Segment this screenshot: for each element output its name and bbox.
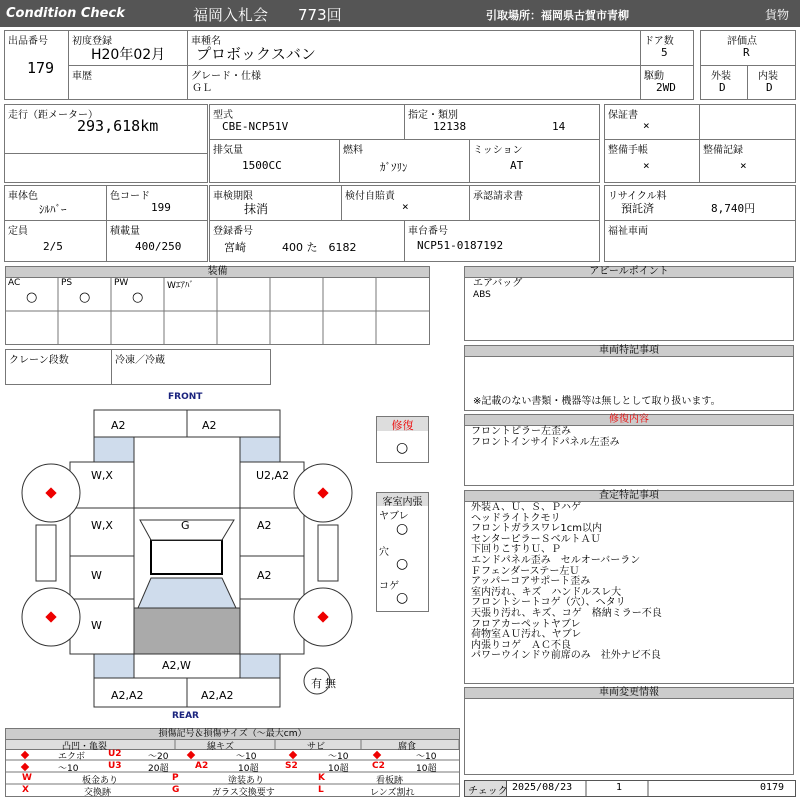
warranty-cell (604, 104, 700, 140)
history-label: 車歴 (72, 71, 92, 82)
cabin-koge-mark: ○ (396, 590, 409, 606)
diagram-front-right-bumper: A2 (202, 419, 217, 432)
first-reg-label: 初度登録 (72, 36, 112, 47)
equip-ac-mark: ○ (26, 290, 38, 305)
color-code-value: 199 (151, 201, 171, 214)
legend-group-dent: 凸凹・亀裂 (62, 742, 108, 752)
legend-g-code: G (172, 785, 180, 795)
appeal-line-1: エアバッグ (473, 278, 523, 289)
header-title: Condition Check (6, 6, 125, 21)
spec-cell (404, 104, 600, 140)
cabin-ana-mark: ○ (396, 556, 409, 572)
trans-value: AT (510, 159, 524, 172)
legend-x-text: 交換跡 (84, 788, 112, 798)
diagram-rl-door: W (91, 569, 102, 582)
color-value: ｼﾙﾊﾞｰ (39, 203, 67, 216)
rear-label: REAR (172, 711, 199, 721)
record-value: × (740, 159, 747, 172)
grade-cell (187, 65, 641, 100)
check-row (464, 780, 796, 797)
special-header: 車両特記事項 (464, 345, 794, 357)
equip-pw-label: PW (114, 278, 129, 288)
capacity-cell (4, 220, 107, 262)
load-label: 積載量 (110, 226, 140, 237)
inspection-note-line: フロアカーペットヤブレ (471, 618, 581, 630)
fuel-label: 燃料 (343, 145, 363, 156)
legend-corrosion-c2-size: 10超 (416, 764, 437, 774)
ext-cell (700, 65, 748, 100)
inspection-note-line: Ｆフェンダーステー左Ｕ (471, 565, 580, 577)
grade-value: ＧＬ (192, 83, 212, 94)
inspection-value: 抹消 (244, 202, 269, 216)
recycle-cell (604, 185, 796, 221)
diagram-rear-right: A2,A2 (201, 689, 234, 702)
drive-cell (640, 65, 694, 100)
drive-value: 2WD (656, 81, 676, 94)
legend-x-code: X (22, 785, 29, 795)
special-note: ※記載のない書類・機器等は無しとして取り扱います。 (473, 396, 721, 407)
appeal-line-2: ABS (473, 290, 491, 300)
diagram-fl-fender: W,X (91, 469, 113, 482)
ext-value: D (719, 81, 726, 94)
cabin-ana-label: 穴 (379, 547, 389, 558)
warranty-label: 保証書 (608, 110, 638, 121)
change-info-header: 車両変更情報 (464, 687, 794, 699)
int-label: 内装 (758, 71, 778, 82)
pickup-location: 引取場所：福岡県古賀市青柳 (486, 9, 629, 22)
auto-insp-value: × (402, 200, 409, 213)
lot-label: 出品番号 (8, 36, 48, 47)
repair-line-1: フロントピラー左歪み (471, 426, 571, 437)
plate-area: 宮崎 (224, 241, 246, 254)
legend-dent-u2-size: 〜20 (148, 752, 169, 762)
plate-label: 登録番号 (213, 226, 253, 237)
fuel-cell (339, 139, 470, 183)
change-info-body (464, 698, 794, 775)
inspection-note-line: 下回りこすりＵ、Ｐ (471, 544, 561, 556)
record-cell (699, 139, 796, 183)
mileage-note-cell (4, 153, 208, 183)
legend-p-code: P (172, 773, 179, 783)
spec-value-1: 12138 (433, 120, 467, 133)
cabin-yabure-label: ヤブレ (379, 511, 409, 522)
warranty-value: × (643, 119, 650, 132)
history-cell (68, 65, 188, 100)
legend-header: 損傷記号＆損傷サイズ（〜最大cm） (5, 728, 460, 740)
legend-dent-u3-size: 20超 (148, 764, 169, 774)
recycle-fee: 8,740円 (711, 202, 756, 215)
inspection-notes-header: 査定特記事項 (464, 490, 794, 502)
legend-g-text: ガラス交換要す (212, 788, 275, 798)
legend-rust-text: 〜10 (328, 752, 349, 762)
crane-cell (5, 349, 112, 385)
doors-value: 5 (661, 46, 668, 59)
diagram-fl-door: W,X (91, 519, 113, 532)
lot-number: 179 (27, 59, 55, 77)
chassis-label: 車台番号 (408, 226, 448, 237)
spec-value-2: 14 (552, 120, 566, 133)
diagram-rear-top: A2,W (162, 659, 191, 672)
legend-rust-s2-size: 10超 (328, 764, 349, 774)
freezer-label: 冷凍／冷蔵 (115, 355, 165, 366)
legend-scratch-a2-size: 10超 (238, 764, 259, 774)
legend-dent-a-text: エクボ (58, 752, 86, 762)
record-label: 整備記録 (703, 145, 743, 156)
equip-ps-label: PS (61, 278, 73, 288)
equip-pw-mark: ○ (132, 290, 144, 305)
rating-cell (700, 30, 796, 66)
color-label: 車体色 (8, 191, 38, 202)
legend-group-scratch: 線キズ (207, 742, 234, 752)
first-reg-cell (68, 30, 188, 66)
capacity-value: 2/5 (43, 240, 63, 253)
check-id: 0179 (760, 782, 785, 793)
chassis-value: NCP51-0187192 (417, 239, 504, 252)
load-cell (106, 220, 208, 262)
legend-rust-s2: S2 (285, 761, 298, 771)
mileage-label: 走行（距メーター） (8, 110, 98, 121)
mileage-value: 293,618km (77, 117, 159, 135)
auto-insp-label: 検付自賠責 (345, 191, 395, 202)
cabin-yabure-mark: ○ (396, 521, 409, 537)
spec-label: 指定・類別 (408, 110, 458, 121)
diagram-rl-quarter: W (91, 619, 102, 632)
check-num: 1 (616, 782, 623, 793)
legend-p-text: 塗装あり (228, 776, 265, 786)
diagram-rear-left: A2,A2 (111, 689, 144, 702)
repair-box-mark: ○ (396, 440, 409, 456)
car-name: プロボックスバン (196, 45, 316, 63)
inspection-notes-body (464, 501, 794, 684)
legend-w-text: 板金あり (82, 776, 119, 786)
inspection-note-line: パワーウインドウ前席のみ 社外ナビ不良 (471, 650, 661, 662)
inspection-note-line: アッパーコアサポート歪み (471, 576, 591, 588)
approval-label: 承認請求書 (473, 191, 523, 202)
welfare-label: 福祉車両 (608, 226, 648, 237)
repair-line-2: フロントインサイドパネル左歪み (471, 437, 620, 448)
displacement-label: 排気量 (213, 145, 243, 156)
model-cell (209, 104, 405, 140)
diagram-fr-door: A2 (257, 519, 272, 532)
legend-dent-u3: U3 (108, 761, 122, 771)
rating-value: R (743, 46, 750, 59)
legend-dent-u2: U2 (108, 749, 122, 759)
model-label: 型式 (213, 110, 233, 121)
repair-body (464, 425, 794, 486)
int-value: D (766, 81, 773, 94)
trans-cell (469, 139, 600, 183)
check-label: チェック (468, 786, 508, 797)
color-code-cell (106, 185, 208, 221)
cabin-box (376, 492, 429, 612)
diagram-rr-door: A2 (257, 569, 272, 582)
doors-cell (640, 30, 694, 66)
inspection-note-line: センターピラーＳベルトＡＵ (471, 533, 601, 545)
freezer-cell (111, 349, 271, 385)
trans-label: ミッション (473, 145, 523, 156)
name-cell (187, 30, 641, 66)
legend-dent-10: 〜10 (58, 764, 79, 774)
repair-header: 修復内容 (464, 414, 794, 426)
manual-label: 整備手帳 (608, 145, 648, 156)
plate-cell (209, 220, 405, 262)
name-label: 車種名 (191, 36, 221, 47)
approval-cell (469, 185, 600, 221)
mileage-cell (4, 104, 208, 154)
diagram-roof: G (181, 519, 190, 532)
inspection-note-line: ヘッドライトクモリ (471, 512, 561, 524)
inspection-note-line: フロントガラスワレ1cm以内 (471, 523, 603, 535)
recycle-label: リサイクル料 (608, 191, 667, 202)
welfare-cell (604, 220, 796, 262)
front-label: FRONT (168, 392, 203, 402)
chassis-cell (404, 220, 600, 262)
diagram-yu: 有 (311, 677, 322, 690)
inspection-label: 車検期限 (213, 191, 253, 202)
load-value: 400/250 (135, 240, 182, 253)
capacity-label: 定員 (8, 226, 28, 237)
legend-corrosion-c2: C2 (372, 761, 385, 771)
inspection-note-line: 内張りコゲ ＡＣ不良 (471, 639, 571, 651)
recycle-status: 預託済 (621, 202, 654, 215)
legend-l-code: L (318, 785, 324, 795)
auction-name: 福岡入札会 (193, 6, 269, 24)
equipment-header: 装備 (5, 266, 430, 278)
plate-number: 400 た 6182 (282, 241, 357, 254)
legend-w-code: W (22, 773, 32, 783)
inspection-note-line: 天張り汚れ、キズ、コゲ 格納ミラー不良 (471, 608, 662, 619)
repair-box-title: 修復 (377, 417, 428, 431)
legend-group-corrosion: 腐食 (398, 742, 417, 752)
legend-k-text: 看板跡 (376, 776, 404, 786)
warranty-blank-cell (699, 104, 796, 140)
diagram-front-left-bumper: A2 (111, 419, 126, 432)
inspection-note-line: 荷物室ＡＵ汚れ、ヤブレ (471, 629, 582, 641)
check-date: 2025/08/23 (512, 782, 573, 793)
equip-ps-mark: ○ (79, 290, 91, 305)
diagram-mu: 無 (325, 677, 336, 690)
legend-scratch-a2: A2 (195, 761, 209, 771)
rating-label: 評価点 (727, 36, 757, 47)
inspection-note-line: 外装Ａ、Ｕ、Ｓ、Ｐハゲ (471, 502, 581, 513)
color-code-label: 色コード (110, 191, 150, 202)
lot-cell (4, 30, 69, 100)
repair-box (376, 416, 429, 463)
special-body (464, 356, 794, 411)
int-cell (747, 65, 796, 100)
legend-scratch-text: 〜10 (236, 752, 257, 762)
model-value: CBE-NCP51V (222, 120, 289, 133)
appeal-body (464, 277, 794, 341)
auto-insp-cell (341, 185, 470, 221)
doors-label: ドア数 (644, 36, 674, 47)
legend-corrosion-text: 〜10 (416, 752, 437, 762)
cabin-koge-label: コゲ (379, 581, 399, 592)
displacement-value: 1500CC (242, 159, 282, 172)
auction-session: 773回 (298, 6, 342, 24)
equip-ac-label: AC (8, 278, 21, 288)
displacement-cell (209, 139, 340, 183)
legend-l-text: レンズ割れ (370, 788, 415, 798)
appeal-header: アピールポイント (464, 266, 794, 278)
legend-k-code: K (318, 773, 325, 783)
color-cell (4, 185, 107, 221)
fuel-value: ｶﾞｿﾘﾝ (380, 161, 408, 174)
ext-label: 外装 (711, 71, 731, 82)
crane-label: クレーン段数 (9, 355, 69, 366)
inspection-note-line: フロントシートコゲ（穴）、ヘタリ (471, 597, 626, 609)
drive-label: 駆動 (644, 71, 664, 82)
manual-value: × (643, 159, 650, 172)
diagram-fr-fender: U2,A2 (256, 469, 290, 482)
manual-cell (604, 139, 700, 183)
equip-wairbag-label: Wｴｱﾊﾞ (167, 281, 194, 291)
cabin-box-title: 客室内張 (377, 493, 428, 506)
vehicle-category: 貨物 (765, 8, 790, 22)
grade-label: グレード・仕様 (191, 71, 261, 82)
first-reg-value: H20年02月 (91, 47, 166, 63)
inspection-cell (209, 185, 342, 221)
inspection-note-line: エンドパネル歪み セルオーバーラン (471, 555, 641, 566)
legend-group-rust: サビ (307, 742, 326, 752)
inspection-note-line: 室内汚れ、キズ ハンドルスレ大 (471, 586, 622, 598)
